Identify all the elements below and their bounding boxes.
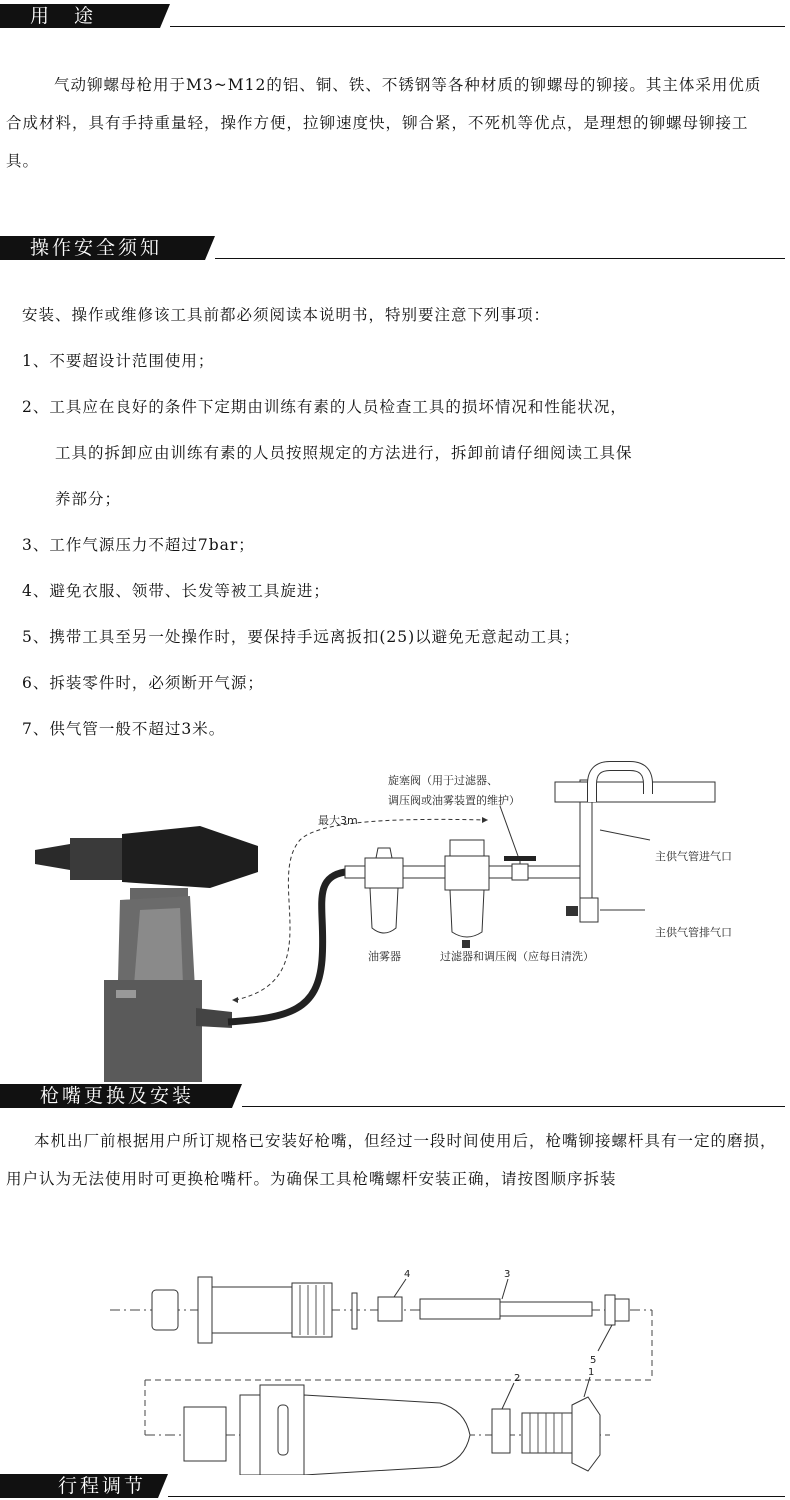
- section-header-nozzle: [0, 1084, 790, 1108]
- max-length-label: 最大3m: [318, 814, 358, 827]
- part-label-2: 2: [514, 1373, 521, 1384]
- nozzle-assembly-diagram: [0, 1265, 790, 1475]
- air-hose: [228, 872, 345, 1022]
- safety-item-2-cont: 工具的拆卸应由训练有素的人员按照规定的方法进行，拆卸前请仔细阅读工具保: [55, 444, 633, 462]
- nut-part: [152, 1290, 178, 1330]
- section-header-stroke: [0, 1474, 790, 1498]
- section-title-safety: 操作安全须知: [0, 236, 205, 260]
- usage-text: 气动铆螺母枪用于M3~M12的铝、铜、铁、不锈钢等各种材质的铆螺母的铆接。其主体采用优质合成材料，具有手持重量轻，操作方便，拉铆速度快，铆合紧，不死机等优点，是理想的铆螺母铆接工具。: [6, 76, 762, 170]
- riveter-gun-illustration: [35, 826, 258, 1082]
- nozzle-body-part: [240, 1385, 470, 1475]
- safety-item-4: 4、避免衣服、领带、长发等被工具旋进；: [22, 582, 330, 600]
- safety-intro: 安装、操作或维修该工具前都必须阅读本说明书，特别要注意下列事项：: [22, 306, 551, 324]
- filter-regulator-icon: [445, 840, 489, 948]
- part-1-nozzle-tip: [522, 1397, 600, 1471]
- part-3-mandrel: [420, 1299, 592, 1319]
- safety-item-2-cont: 养部分；: [55, 490, 122, 508]
- section-rule: [168, 1496, 785, 1497]
- filter-regulator-label: 过滤器和调压阀（应每日清洗）: [440, 950, 594, 963]
- section-rule: [215, 258, 785, 259]
- safety-item-5: 5、携带工具至另一处操作时，要保持手远离扳扣(25)以避免无意起动工具；: [22, 628, 581, 646]
- section-title-nozzle: 枪嘴更换及安装: [0, 1084, 232, 1108]
- part-2: [492, 1409, 510, 1453]
- part-label-3: 3: [504, 1269, 511, 1280]
- section-title-stroke: 行程调节: [0, 1474, 158, 1498]
- housing-part: [198, 1277, 332, 1343]
- main-exhaust-label: 主供气管排气口: [655, 926, 732, 939]
- part-5: [605, 1295, 629, 1325]
- main-inlet-label: 主供气管进气口: [655, 850, 732, 863]
- section-header-safety: [0, 236, 790, 260]
- section-header-usage: [0, 4, 790, 28]
- safety-item-1: 1、不要超设计范围使用；: [22, 352, 215, 370]
- part-label-5: 5: [590, 1355, 597, 1366]
- sleeve-part: [184, 1407, 226, 1461]
- valve-label-line2: 调压阀或油雾装置的维护）: [388, 794, 520, 807]
- safety-item-7: 7、供气管一般不超过3米。: [22, 720, 226, 738]
- lubricator-icon: [365, 848, 403, 933]
- section-rule: [170, 26, 785, 27]
- o-ring-part: [352, 1293, 357, 1329]
- air-supply-diagram: [0, 760, 790, 1082]
- part-label-4: 4: [404, 1269, 411, 1280]
- safety-item-6: 6、拆装零件时，必须断开气源；: [22, 674, 264, 692]
- lubricator-label: 油雾器: [368, 950, 401, 963]
- nozzle-text: 本机出厂前根据用户所订规格已安装好枪嘴，但经过一段时间使用后，枪嘴铆接螺杆具有一定的磨损，用户认为无法使用时可更换枪嘴杆。为确保工具枪嘴螺杆安装正确，请按图顺序拆装: [6, 1132, 777, 1188]
- part-label-1: 1: [588, 1367, 595, 1378]
- safety-item-2: 2、工具应在良好的条件下定期由训练有素的人员检查工具的损坏情况和性能状况，: [22, 398, 627, 416]
- valve-label-line1: 旋塞阀（用于过滤器、: [388, 774, 498, 787]
- section-title-usage: 用 途: [0, 4, 160, 28]
- safety-item-3: 3、工作气源压力不超过7bar；: [22, 536, 255, 554]
- part-4: [378, 1297, 402, 1321]
- section-rule: [242, 1106, 785, 1107]
